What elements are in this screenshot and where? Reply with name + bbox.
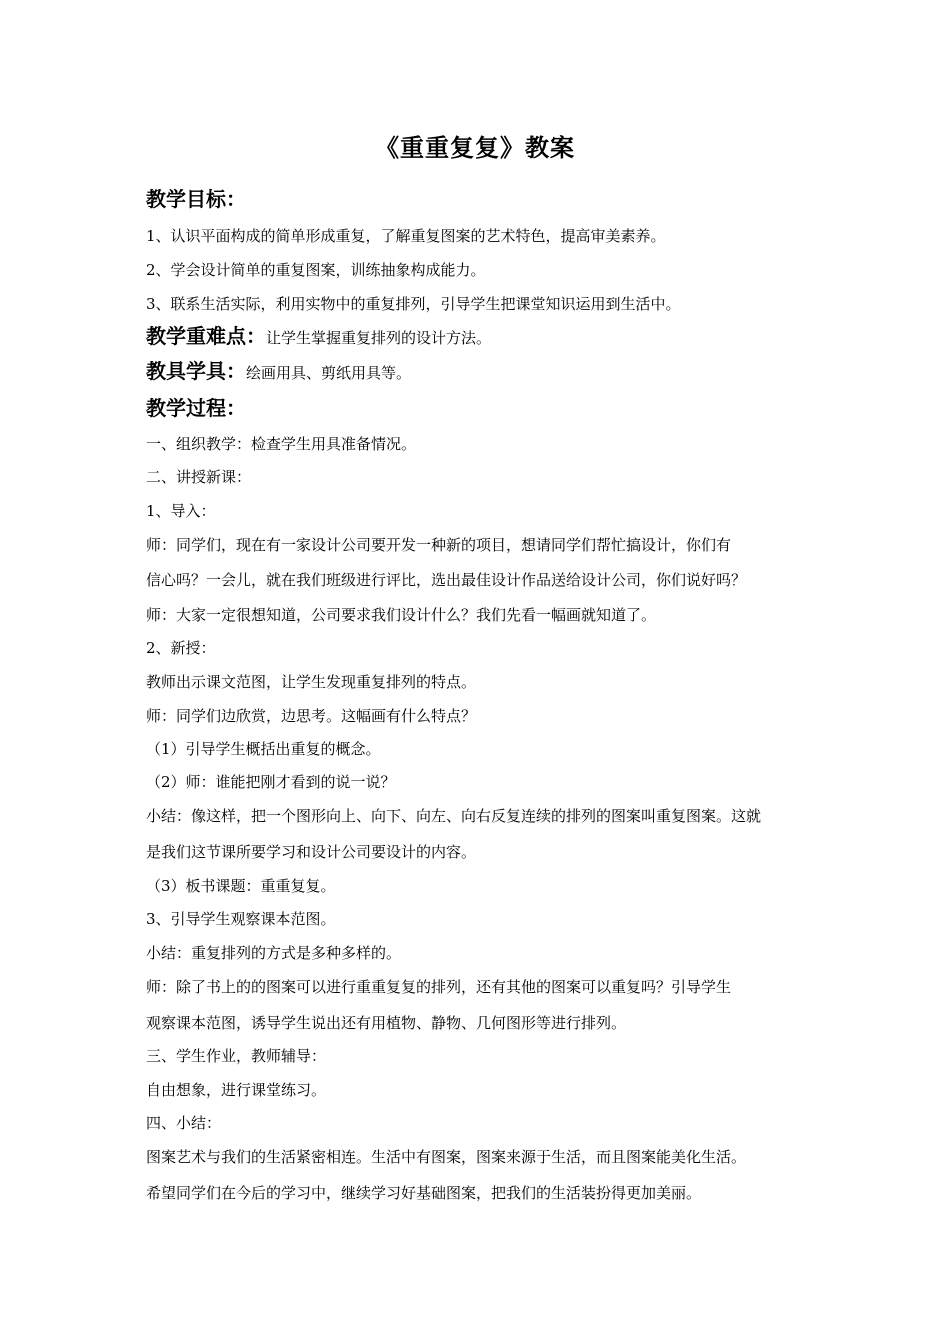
process-line: （3）板书课题：重重复复。 <box>146 877 336 895</box>
tools-heading <box>146 356 826 388</box>
process-line: 一、组织教学：检查学生用具准备情况。 <box>146 435 417 453</box>
process-line: 师：大家一定很想知道，公司要求我们设计什么？我们先看一幅画就知道了。 <box>146 606 657 624</box>
keypoints-heading <box>146 321 826 353</box>
process-line: （2）师：谁能把刚才看到的说一说？ <box>146 773 396 791</box>
process-heading-label: 教学过程： <box>146 396 246 420</box>
process-line: 三、学生作业，教师辅导： <box>146 1047 327 1065</box>
process-line: 2、新授： <box>146 639 216 657</box>
process-line: （1）引导学生概括出重复的概念。 <box>146 740 381 758</box>
tools-text: 绘画用具、剪纸用具等。 <box>246 364 412 382</box>
process-line: 观察课本范图，诱导学生说出还有用植物、静物、几何图形等进行排列。 <box>146 1014 627 1032</box>
process-line: 师：同学们边欣赏，边思考。这幅画有什么特点？ <box>146 707 477 725</box>
goals-heading <box>146 184 826 214</box>
process-line: 二、讲授新课： <box>146 468 252 486</box>
process-line: 师：除了书上的的图案可以进行重重复复的排列，还有其他的图案可以重复吗？引导学生 <box>146 978 732 996</box>
process-line: 教师出示课文范图，让学生发现重复排列的特点。 <box>146 673 477 691</box>
process-line: 四、小结： <box>146 1114 222 1132</box>
process-heading <box>146 393 826 423</box>
process-line: 自由想象，进行课堂练习。 <box>146 1081 327 1099</box>
process-line: 是我们这节课所要学习和设计公司要设计的内容。 <box>146 843 477 861</box>
process-line: 希望同学们在今后的学习中，继续学习好基础图案，把我们的生活装扮得更加美丽。 <box>146 1184 702 1202</box>
tools-heading-label: 教具学具： <box>146 359 246 383</box>
process-line: 图案艺术与我们的生活紧密相连。生活中有图案，图案来源于生活，而且图案能美化生活。 <box>146 1148 747 1166</box>
keypoints-heading-label: 教学重难点： <box>146 324 266 348</box>
keypoints-text: 让学生掌握重复排列的设计方法。 <box>266 329 492 347</box>
goal-item-2: 2、学会设计简单的重复图案，训练抽象构成能力。 <box>146 261 486 279</box>
goal-item-3: 3、联系生活实际，利用实物中的重复排列，引导学生把课堂知识运用到生活中。 <box>146 295 681 313</box>
process-line: 小结：重复排列的方式是多种多样的。 <box>146 944 402 962</box>
process-line: 信心吗？一会儿，就在我们班级进行评比，选出最佳设计作品送给设计公司，你们说好吗？ <box>146 571 747 589</box>
process-line: 小结：像这样，把一个图形向上、向下、向左、向右反复连续的排列的图案叫重复图案。这就 <box>146 807 762 825</box>
goals-heading-label: 教学目标： <box>146 187 246 211</box>
document-title: 《重重复复》教案 <box>375 133 575 162</box>
process-line: 师：同学们，现在有一家设计公司要开发一种新的项目，想请同学们帮忙搞设计，你们有 <box>146 536 732 554</box>
goal-item-1: 1、认识平面构成的简单形成重复，了解重复图案的艺术特色，提高审美素养。 <box>146 227 666 245</box>
process-line: 3、引导学生观察课本范图。 <box>146 910 336 928</box>
process-line: 1、导入： <box>146 502 216 520</box>
